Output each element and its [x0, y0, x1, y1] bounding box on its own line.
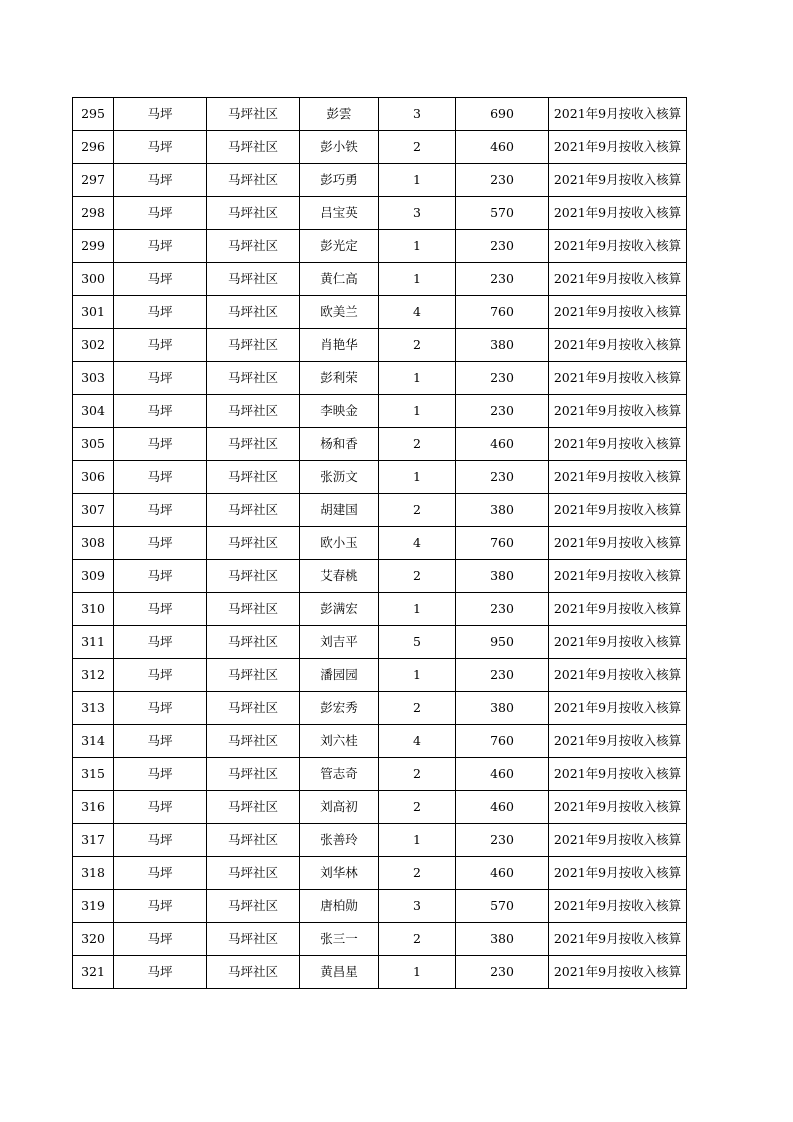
community-cell: 马坪社区: [207, 659, 300, 692]
calculation-note-cell: 2021年9月按收入核算: [549, 329, 687, 362]
town-cell: 马坪: [114, 527, 207, 560]
amount-cell: 230: [456, 395, 549, 428]
calculation-note-cell: 2021年9月按收入核算: [549, 494, 687, 527]
row-number-cell: 314: [73, 725, 114, 758]
household-size-cell: 1: [379, 956, 456, 989]
household-size-cell: 2: [379, 791, 456, 824]
calculation-note-cell: 2021年9月按收入核算: [549, 692, 687, 725]
calculation-note-cell: 2021年9月按收入核算: [549, 923, 687, 956]
name-cell: 刘高初: [300, 791, 379, 824]
amount-cell: 380: [456, 692, 549, 725]
community-cell: 马坪社区: [207, 362, 300, 395]
row-number-cell: 311: [73, 626, 114, 659]
row-number-cell: 318: [73, 857, 114, 890]
name-cell: 杨和香: [300, 428, 379, 461]
amount-cell: 690: [456, 98, 549, 131]
town-cell: 马坪: [114, 395, 207, 428]
name-cell: 欧小玉: [300, 527, 379, 560]
row-number-cell: 305: [73, 428, 114, 461]
household-size-cell: 1: [379, 362, 456, 395]
table-row: [73, 428, 687, 461]
community-cell: 马坪社区: [207, 263, 300, 296]
table-row: [73, 395, 687, 428]
calculation-note-cell: 2021年9月按收入核算: [549, 230, 687, 263]
row-number-cell: 316: [73, 791, 114, 824]
name-cell: 彭利荣: [300, 362, 379, 395]
name-cell: 黄昌星: [300, 956, 379, 989]
calculation-note-cell: 2021年9月按收入核算: [549, 725, 687, 758]
community-cell: 马坪社区: [207, 494, 300, 527]
table-row: [73, 923, 687, 956]
town-cell: 马坪: [114, 164, 207, 197]
household-size-cell: 2: [379, 857, 456, 890]
household-size-cell: 4: [379, 527, 456, 560]
name-cell: 彭宏秀: [300, 692, 379, 725]
name-cell: 黄仁高: [300, 263, 379, 296]
calculation-note-cell: 2021年9月按收入核算: [549, 758, 687, 791]
household-size-cell: 1: [379, 659, 456, 692]
calculation-note-cell: 2021年9月按收入核算: [549, 890, 687, 923]
community-cell: 马坪社区: [207, 791, 300, 824]
household-size-cell: 2: [379, 494, 456, 527]
table-row: [73, 659, 687, 692]
table-row: [73, 527, 687, 560]
row-number-cell: 306: [73, 461, 114, 494]
community-cell: 马坪社区: [207, 428, 300, 461]
table-row: [73, 758, 687, 791]
community-cell: 马坪社区: [207, 923, 300, 956]
town-cell: 马坪: [114, 98, 207, 131]
town-cell: 马坪: [114, 296, 207, 329]
community-cell: 马坪社区: [207, 329, 300, 362]
calculation-note-cell: 2021年9月按收入核算: [549, 164, 687, 197]
household-size-cell: 1: [379, 230, 456, 263]
town-cell: 马坪: [114, 362, 207, 395]
household-size-cell: 5: [379, 626, 456, 659]
town-cell: 马坪: [114, 890, 207, 923]
table-row: [73, 593, 687, 626]
town-cell: 马坪: [114, 824, 207, 857]
town-cell: 马坪: [114, 692, 207, 725]
amount-cell: 760: [456, 296, 549, 329]
community-cell: 马坪社区: [207, 296, 300, 329]
amount-cell: 570: [456, 890, 549, 923]
table-row: [73, 164, 687, 197]
table-row: [73, 857, 687, 890]
town-cell: 马坪: [114, 857, 207, 890]
community-cell: 马坪社区: [207, 956, 300, 989]
table-row: [73, 725, 687, 758]
name-cell: 潘园园: [300, 659, 379, 692]
household-size-cell: 2: [379, 923, 456, 956]
town-cell: 马坪: [114, 428, 207, 461]
calculation-note-cell: 2021年9月按收入核算: [549, 593, 687, 626]
amount-cell: 760: [456, 725, 549, 758]
table-row: [73, 956, 687, 989]
name-cell: 刘吉平: [300, 626, 379, 659]
name-cell: 刘华林: [300, 857, 379, 890]
community-cell: 马坪社区: [207, 593, 300, 626]
row-number-cell: 319: [73, 890, 114, 923]
calculation-note-cell: 2021年9月按收入核算: [549, 131, 687, 164]
name-cell: 张三一: [300, 923, 379, 956]
town-cell: 马坪: [114, 956, 207, 989]
calculation-note-cell: 2021年9月按收入核算: [549, 263, 687, 296]
amount-cell: 230: [456, 659, 549, 692]
household-size-cell: 1: [379, 461, 456, 494]
town-cell: 马坪: [114, 230, 207, 263]
name-cell: 彭光定: [300, 230, 379, 263]
row-number-cell: 299: [73, 230, 114, 263]
town-cell: 马坪: [114, 758, 207, 791]
calculation-note-cell: 2021年9月按收入核算: [549, 857, 687, 890]
name-cell: 唐柏勋: [300, 890, 379, 923]
amount-cell: 460: [456, 428, 549, 461]
town-cell: 马坪: [114, 593, 207, 626]
household-size-cell: 2: [379, 560, 456, 593]
town-cell: 马坪: [114, 626, 207, 659]
town-cell: 马坪: [114, 791, 207, 824]
town-cell: 马坪: [114, 131, 207, 164]
row-number-cell: 300: [73, 263, 114, 296]
amount-cell: 950: [456, 626, 549, 659]
household-size-cell: 1: [379, 593, 456, 626]
amount-cell: 230: [456, 461, 549, 494]
town-cell: 马坪: [114, 494, 207, 527]
row-number-cell: 321: [73, 956, 114, 989]
row-number-cell: 312: [73, 659, 114, 692]
household-size-cell: 1: [379, 824, 456, 857]
name-cell: 彭巧勇: [300, 164, 379, 197]
table-row: [73, 890, 687, 923]
table-row: [73, 296, 687, 329]
row-number-cell: 307: [73, 494, 114, 527]
amount-cell: 230: [456, 164, 549, 197]
town-cell: 马坪: [114, 263, 207, 296]
community-cell: 马坪社区: [207, 824, 300, 857]
amount-cell: 230: [456, 956, 549, 989]
assistance-table: [72, 97, 687, 989]
calculation-note-cell: 2021年9月按收入核算: [549, 197, 687, 230]
row-number-cell: 304: [73, 395, 114, 428]
town-cell: 马坪: [114, 329, 207, 362]
name-cell: 彭小铁: [300, 131, 379, 164]
calculation-note-cell: 2021年9月按收入核算: [549, 362, 687, 395]
table-row: [73, 98, 687, 131]
community-cell: 马坪社区: [207, 527, 300, 560]
table-row: [73, 692, 687, 725]
row-number-cell: 302: [73, 329, 114, 362]
amount-cell: 230: [456, 593, 549, 626]
table-row: [73, 197, 687, 230]
name-cell: 彭雲: [300, 98, 379, 131]
community-cell: 马坪社区: [207, 461, 300, 494]
amount-cell: 460: [456, 758, 549, 791]
community-cell: 马坪社区: [207, 197, 300, 230]
table-row: [73, 494, 687, 527]
amount-cell: 760: [456, 527, 549, 560]
row-number-cell: 297: [73, 164, 114, 197]
row-number-cell: 315: [73, 758, 114, 791]
community-cell: 马坪社区: [207, 890, 300, 923]
household-size-cell: 1: [379, 263, 456, 296]
amount-cell: 230: [456, 824, 549, 857]
amount-cell: 230: [456, 230, 549, 263]
name-cell: 肖艳华: [300, 329, 379, 362]
town-cell: 马坪: [114, 659, 207, 692]
household-size-cell: 2: [379, 329, 456, 362]
row-number-cell: 298: [73, 197, 114, 230]
name-cell: 胡建国: [300, 494, 379, 527]
amount-cell: 460: [456, 791, 549, 824]
community-cell: 马坪社区: [207, 395, 300, 428]
table-row: [73, 263, 687, 296]
name-cell: 彭满宏: [300, 593, 379, 626]
name-cell: 欧美兰: [300, 296, 379, 329]
row-number-cell: 309: [73, 560, 114, 593]
calculation-note-cell: 2021年9月按收入核算: [549, 461, 687, 494]
calculation-note-cell: 2021年9月按收入核算: [549, 824, 687, 857]
household-size-cell: 3: [379, 890, 456, 923]
community-cell: 马坪社区: [207, 164, 300, 197]
calculation-note-cell: 2021年9月按收入核算: [549, 560, 687, 593]
household-size-cell: 1: [379, 164, 456, 197]
name-cell: 艾春桃: [300, 560, 379, 593]
amount-cell: 380: [456, 329, 549, 362]
community-cell: 马坪社区: [207, 626, 300, 659]
town-cell: 马坪: [114, 197, 207, 230]
table-body: [73, 98, 687, 989]
amount-cell: 230: [456, 362, 549, 395]
calculation-note-cell: 2021年9月按收入核算: [549, 395, 687, 428]
row-number-cell: 313: [73, 692, 114, 725]
row-number-cell: 303: [73, 362, 114, 395]
calculation-note-cell: 2021年9月按收入核算: [549, 98, 687, 131]
table-row: [73, 560, 687, 593]
community-cell: 马坪社区: [207, 230, 300, 263]
amount-cell: 380: [456, 494, 549, 527]
town-cell: 马坪: [114, 725, 207, 758]
row-number-cell: 301: [73, 296, 114, 329]
row-number-cell: 320: [73, 923, 114, 956]
table-row: [73, 626, 687, 659]
name-cell: 张善玲: [300, 824, 379, 857]
calculation-note-cell: 2021年9月按收入核算: [549, 791, 687, 824]
household-size-cell: 2: [379, 131, 456, 164]
table-row: [73, 824, 687, 857]
calculation-note-cell: 2021年9月按收入核算: [549, 296, 687, 329]
row-number-cell: 296: [73, 131, 114, 164]
row-number-cell: 295: [73, 98, 114, 131]
household-size-cell: 4: [379, 296, 456, 329]
row-number-cell: 310: [73, 593, 114, 626]
household-size-cell: 3: [379, 98, 456, 131]
calculation-note-cell: 2021年9月按收入核算: [549, 626, 687, 659]
town-cell: 马坪: [114, 923, 207, 956]
calculation-note-cell: 2021年9月按收入核算: [549, 527, 687, 560]
amount-cell: 380: [456, 560, 549, 593]
community-cell: 马坪社区: [207, 98, 300, 131]
town-cell: 马坪: [114, 560, 207, 593]
table-row: [73, 230, 687, 263]
amount-cell: 380: [456, 923, 549, 956]
calculation-note-cell: 2021年9月按收入核算: [549, 956, 687, 989]
calculation-note-cell: 2021年9月按收入核算: [549, 428, 687, 461]
table-row: [73, 461, 687, 494]
amount-cell: 460: [456, 131, 549, 164]
household-size-cell: 1: [379, 395, 456, 428]
row-number-cell: 308: [73, 527, 114, 560]
household-size-cell: 2: [379, 692, 456, 725]
name-cell: 张沥文: [300, 461, 379, 494]
community-cell: 马坪社区: [207, 725, 300, 758]
household-size-cell: 2: [379, 428, 456, 461]
row-number-cell: 317: [73, 824, 114, 857]
household-size-cell: 2: [379, 758, 456, 791]
community-cell: 马坪社区: [207, 692, 300, 725]
name-cell: 管志奇: [300, 758, 379, 791]
community-cell: 马坪社区: [207, 560, 300, 593]
community-cell: 马坪社区: [207, 131, 300, 164]
household-size-cell: 4: [379, 725, 456, 758]
amount-cell: 460: [456, 857, 549, 890]
table-row: [73, 791, 687, 824]
community-cell: 马坪社区: [207, 758, 300, 791]
town-cell: 马坪: [114, 461, 207, 494]
table-row: [73, 131, 687, 164]
table-row: [73, 329, 687, 362]
name-cell: 李映金: [300, 395, 379, 428]
calculation-note-cell: 2021年9月按收入核算: [549, 659, 687, 692]
household-size-cell: 3: [379, 197, 456, 230]
name-cell: 刘六桂: [300, 725, 379, 758]
amount-cell: 230: [456, 263, 549, 296]
community-cell: 马坪社区: [207, 857, 300, 890]
name-cell: 吕宝英: [300, 197, 379, 230]
table-row: [73, 362, 687, 395]
amount-cell: 570: [456, 197, 549, 230]
